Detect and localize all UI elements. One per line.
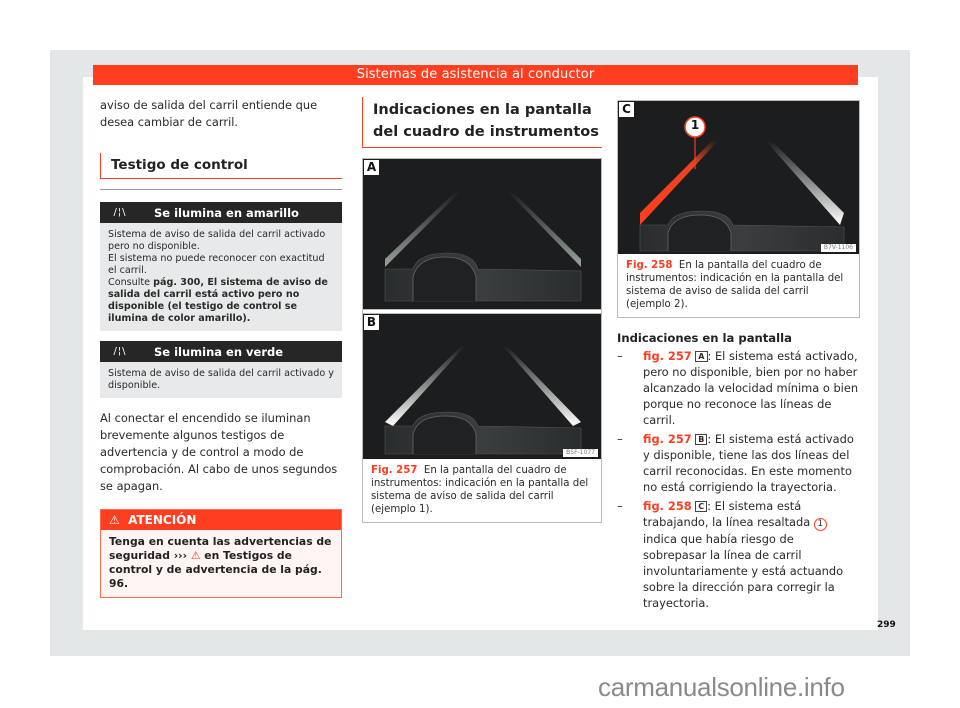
figure-258 — [617, 100, 860, 318]
figure-number: Fig. 257 — [371, 465, 418, 476]
figure-code: B5F-1077 — [563, 449, 598, 457]
key-badge: B — [695, 434, 707, 445]
key-badge: A — [695, 351, 707, 362]
indicator-yellow — [100, 202, 342, 331]
indicator-line: Sistema de aviso de salida del carril activado y disponible. — [108, 368, 334, 391]
list-dash: – — [617, 349, 623, 363]
figure-caption — [618, 254, 859, 317]
warning-icon: ⚠ — [109, 513, 120, 527]
section-title-testigo: Testigo de control — [100, 153, 342, 179]
column-right — [617, 100, 860, 611]
list-text: indica que había riesgo de sobrepasar la línea de carril involuntariamente y está actuando sobre la dirección para corregir la trayectoria. — [643, 532, 844, 610]
ref-prefix: Consulte — [108, 277, 154, 288]
indicator-title: Se ilumina en verde — [154, 344, 284, 359]
column-middle — [362, 97, 602, 523]
warning-triangle-icon: ⚠ — [190, 549, 201, 562]
list-text: : El sistema está activado, pero no disponible, bien por no haber alcanzado la velocidad mínima o bien porque no reconoce las líneas de carril. — [643, 349, 859, 427]
lane-lines-bright-illustration — [363, 314, 601, 459]
figure-code: B7V-1106 — [821, 244, 856, 252]
divider — [100, 189, 342, 190]
figure-number: Fig. 258 — [626, 260, 673, 271]
indicator-green — [100, 341, 342, 398]
subheading: Indicaciones en la pantalla — [617, 331, 792, 345]
paragraph: Al conectar el encendido se iluminan brevemente algunos testigos de advertencia y de control a modo de comprobación. Al cabo de unos segundos se apagan. — [100, 411, 338, 493]
figure-ref-link[interactable]: fig. 258 — [643, 499, 692, 513]
list-text: : El sistema está trabajando, la línea resaltada — [643, 499, 814, 529]
column-left — [100, 97, 342, 598]
page-reference-link[interactable]: pág. 300, El sistema de aviso de salida del carril está activo pero no disponible (el testigo de control se ilumina de color amarillo). — [108, 277, 328, 324]
panel-label: A — [364, 160, 379, 175]
figure-caption-text: En la pantalla del cuadro de instrumentos: indicación en la pantalla del sistema de aviso de salida del carril (ejemplo 1). — [371, 465, 589, 515]
figure-caption — [363, 459, 601, 522]
intro-text: aviso de salida del carril entiende que desea cambiar de carril. — [100, 98, 318, 129]
indicator-title: Se ilumina en amarillo — [154, 205, 299, 220]
section-title-indicaciones: Indicaciones en la pantalla del cuadro de instrumentos — [362, 97, 602, 148]
callout-number: 1 — [690, 118, 700, 132]
list-item — [617, 348, 860, 428]
indicator-line: El sistema no puede reconocer con exactitud el carril. — [108, 253, 325, 276]
page-number: 299 — [877, 620, 896, 630]
warning-box — [100, 509, 342, 598]
warning-text-link[interactable]: en Testigos de control y de advertencia de la pág. 96. — [109, 549, 322, 590]
figure-ref-link[interactable]: fig. 257 — [643, 432, 692, 446]
list-dash: – — [617, 499, 623, 513]
chapter-header: Sistemas de asistencia al conductor — [93, 65, 858, 85]
figure-257 — [362, 158, 602, 523]
key-badge: C — [695, 501, 707, 512]
panel-label: B — [364, 315, 379, 330]
list-item — [617, 431, 860, 495]
figure-panel-c — [618, 101, 859, 254]
warning-title: ATENCIÓN — [128, 513, 197, 527]
lane-departure-illustration — [618, 101, 859, 254]
figure-panel-b — [363, 314, 601, 459]
lane-lines-dim-illustration — [363, 159, 601, 309]
callout-circle-icon: 1 — [814, 518, 827, 531]
watermark: carmanualsonline.info — [598, 672, 845, 702]
warning-text: Tenga en cuenta las advertencias de seguridad ››› — [109, 535, 332, 562]
figure-ref-link[interactable]: fig. 257 — [643, 349, 692, 363]
lane-assist-icon: /¦\ — [113, 207, 127, 218]
list-text: : El sistema está activado y disponible, tiene las dos líneas del carril reconocidas. En este momento no está corrigiendo la trayectoria. — [643, 432, 854, 494]
lane-assist-icon: /¦\ — [113, 346, 127, 357]
figure-caption-text: En la pantalla del cuadro de instrumentos: indicación en la pantalla del sistema de aviso de salida del carril (ejemplo 2). — [626, 260, 844, 310]
panel-label: C — [619, 102, 634, 117]
list-item — [617, 498, 860, 611]
indicator-line: Sistema de aviso de salida del carril activado pero no disponible. — [108, 229, 326, 252]
list-dash: – — [617, 432, 623, 446]
figure-panel-a — [363, 159, 601, 309]
